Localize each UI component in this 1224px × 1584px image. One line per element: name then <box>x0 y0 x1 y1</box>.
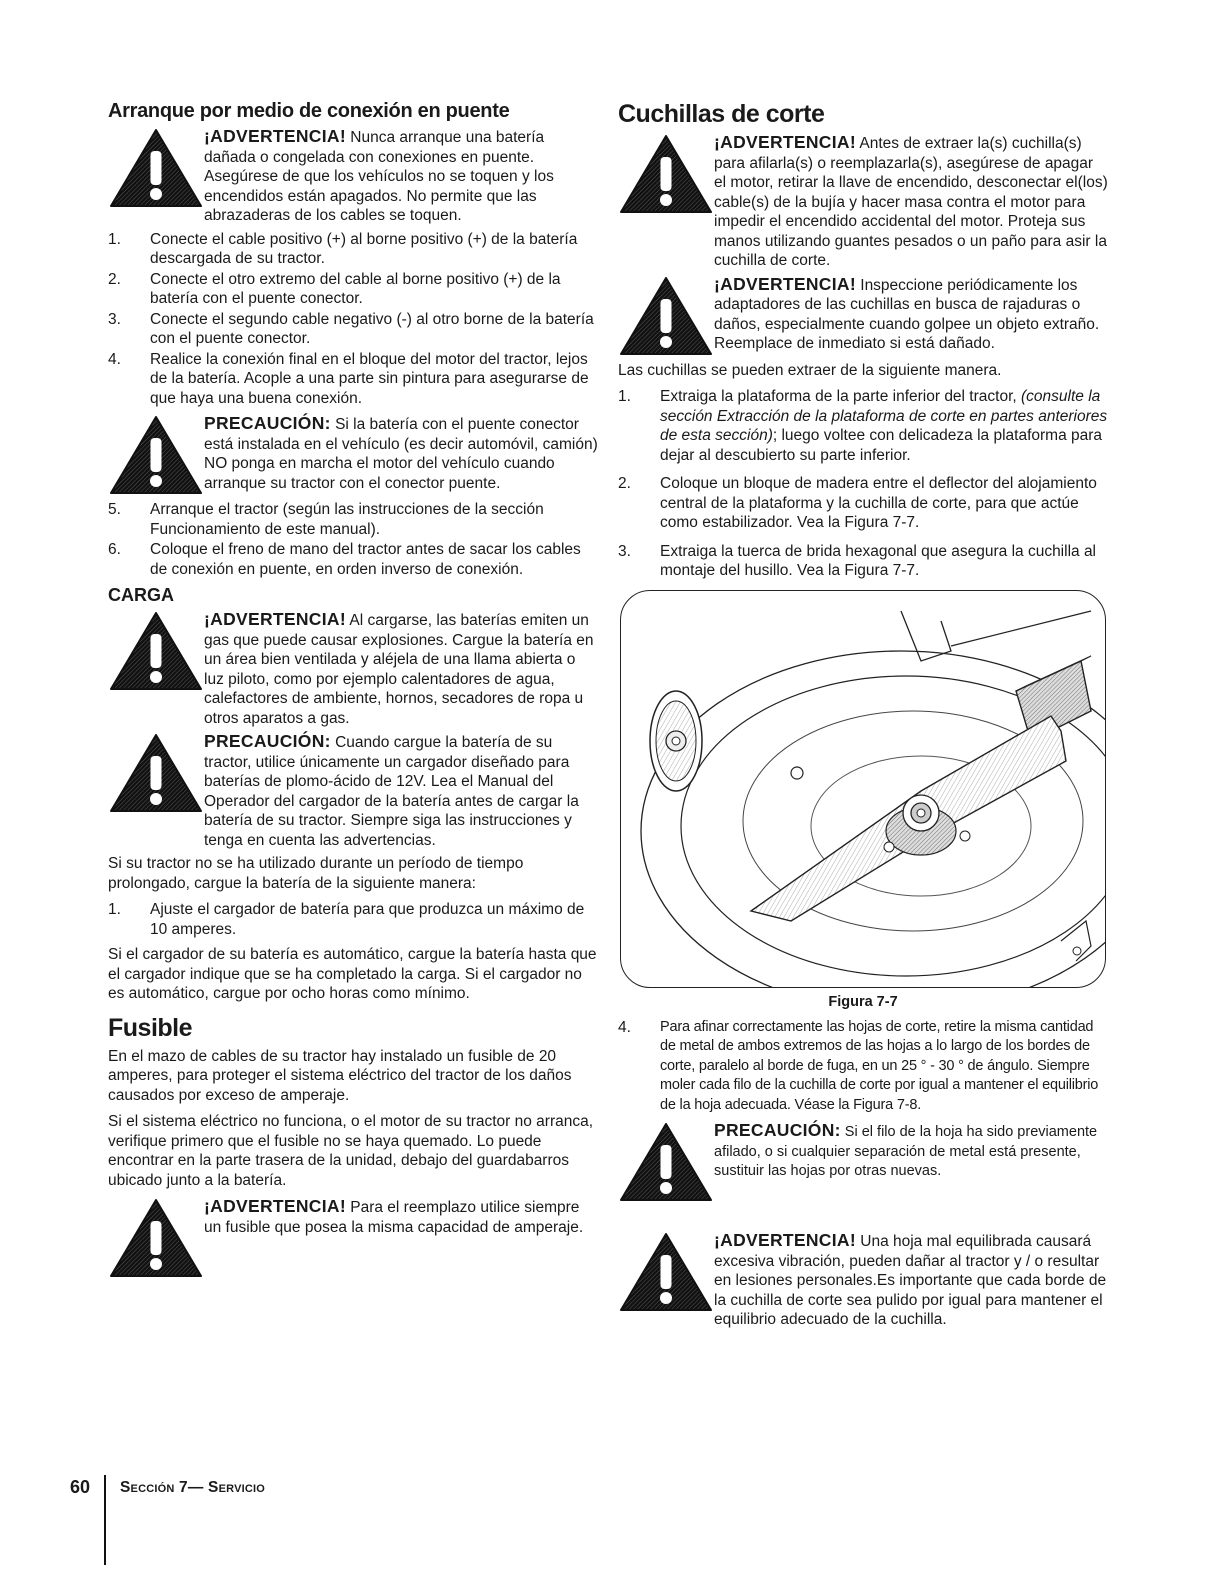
warning-text: Inspeccione periódicamente los adaptadores de las cuchillas en busca de rajaduras o daños, especialmente cuando golpee un objeto extraño. Reemplace de inmediato si está dañado. <box>714 276 1100 352</box>
list-item: 3. Extraiga la tuerca de brida hexagonal que asegura la cuchilla al montaje del husillo. Vea la Figura 7-7. <box>618 542 1097 579</box>
page-number: 60 <box>70 1477 91 1497</box>
wheel <box>650 691 702 791</box>
warning-label: ¡ADVERTENCIA! <box>204 609 346 629</box>
caution-text: Cuando cargue la batería de su tractor, utilice únicamente un cargador diseñado para baterías de plomo-ácido de 12V. Lea el Manual del Operador del cargador de la batería antes de cargar la batería de su tractor. Siempre siga las instrucciones y tenga en cuenta las advertencias. <box>204 734 579 849</box>
carga-steps-list <box>108 900 598 939</box>
warning-label: ¡ADVERTENCIA! <box>204 126 346 146</box>
figure-7-7-illustration <box>620 590 1106 988</box>
warning-triangle-icon <box>618 275 714 357</box>
warning-triangle-icon <box>108 127 204 209</box>
section-title: Sección 7— Servicio <box>120 1479 266 1496</box>
jump-start-heading: Arranque por medio de conexión en puente <box>108 100 510 122</box>
caution-text: Si el filo de la hoja ha sido previamente afilado, o si cualquier separación de metal está presente, sustituir las hojas por otras nuevas. <box>714 1124 1098 1179</box>
carga-paragraph-1: Si su tractor no se ha utilizado durante un período de tiempo prolongado, cargue la batería de la siguiente manera: <box>108 855 524 892</box>
list-item: 5. Arranque el tractor (según las instrucciones de la sección Funcionamiento de este manual). <box>108 501 544 538</box>
warning-text: Al cargarse, las baterías emiten un gas que puede causar explosiones. Cargue la batería en un área bien ventilada y aléjela de una llama abierta o luz piloto, como por ejemplo calentadores de agua, calefactores de ambiente, hornos, secadores de ropa u otros aparatos a gas. <box>204 612 594 727</box>
warning-triangle-icon <box>618 1231 714 1313</box>
list-item: 1. Ajuste el cargador de batería para que produzca un máximo de 10 amperes. <box>108 901 585 938</box>
cuchillas-heading: Cuchillas de corte <box>618 100 825 128</box>
caution-label: PRECAUCIÓN: <box>204 413 331 433</box>
list-item: 4. Realice la conexión final en el bloque del motor del tractor, lejos de la batería. Acople a una parte sin pintura para asegurarse de que haya una buena conexión. <box>108 350 589 407</box>
list-item: 2. Conecte el otro extremo del cable al borne positivo (+) de la batería con el puente conector. <box>108 270 561 307</box>
carga-paragraph-2: Si el cargador de su batería es automático, cargue la batería hasta que el cargador indique que se ha completado la carga. Si el cargador no es automático, cargue por ocho horas como mínimo. <box>108 946 597 1002</box>
jump-steps-list-2 <box>108 500 598 579</box>
figure-caption: Figura 7-7 <box>828 993 898 1010</box>
warning-triangle-icon <box>108 1197 204 1279</box>
caution-triangle-icon <box>108 414 204 496</box>
jump-warning <box>108 127 598 226</box>
jump-steps-list <box>108 230 598 409</box>
warning-triangle-icon <box>618 133 714 215</box>
blade-caution <box>618 1121 1108 1203</box>
list-item: 1. Extraiga la plataforma de la parte inferior del tractor, (consulte la sección Extracción de la plataforma de corte en partes anteriores de esta sección); luego voltee con delicadeza la plataforma para dejar al descubierto su parte inferior. <box>618 388 1108 464</box>
carga-caution <box>108 732 598 850</box>
list-item: 4. Para afinar correctamente las hojas de corte, retire la misma cantidad de metal de ambos extremos de las hojas a lo largo de los bordes de corte, paralelo al borde de fuga, en un 25 ° - 30 ° de ángulo. Siempre moler cada filo de la cuchilla de corte por igual a mantener el equilibrio de la hoja adecuada. Véase la Figura 7-8. <box>618 1018 1099 1113</box>
fusible-paragraph-1: En el mazo de cables de su tractor hay instalado un fusible de 20 amperes, para proteger el sistema eléctrico del tractor de los daños causados por exceso de amperaje. <box>108 1047 572 1104</box>
right-column <box>618 100 1108 1334</box>
jump-caution <box>108 414 598 496</box>
blade-warning-2 <box>618 275 1108 357</box>
caution-triangle-icon <box>108 732 204 814</box>
page-footer <box>70 1475 265 1565</box>
list-item: 2. Coloque un bloque de madera entre el deflector del alojamiento central de la plataforma y la cuchilla de corte, para que actúe como estabilizador. Vea la Figura 7-7. <box>618 475 1097 531</box>
caution-label: PRECAUCIÓN: <box>204 731 331 751</box>
fusible-paragraph-2: Si el sistema eléctrico no funciona, o el motor de su tractor no arranca, verifique primero que el fusible no se haya quemado. Lo puede encontrar en la parte trasera de la unidad, debajo del guardabarros ubicado junto a la batería. <box>108 1113 594 1189</box>
mower-deck-blade-drawing <box>621 591 1105 987</box>
list-item: 1. Conecte el cable positivo (+) al borne positivo (+) de la batería descargada de su tractor. <box>108 230 578 267</box>
fusible-warning <box>108 1197 598 1279</box>
warning-text: Para el reemplazo utilice siempre un fusible que posea la misma capacidad de amperaje. <box>204 1199 584 1236</box>
warning-triangle-icon <box>108 610 204 692</box>
fusible-heading: Fusible <box>108 1013 193 1042</box>
warning-label: ¡ADVERTENCIA! <box>714 132 856 152</box>
blade-warning-1 <box>618 133 1108 271</box>
warning-text: Una hoja mal equilibrada causará excesiva vibración, pueden dañar al tractor y / o resultar en lesiones personales.Es importante que cada borde de la cuchilla de corte sea pulido por igual para mantener el equilibrio adecuado de la cuchilla. <box>714 1233 1107 1328</box>
list-item: 3. Conecte el segundo cable negativo (-) al otro borne de la batería con el puente conector. <box>108 310 594 347</box>
warning-label: ¡ADVERTENCIA! <box>204 1196 346 1216</box>
footer-divider <box>104 1475 106 1565</box>
blade-steps-list <box>618 387 1108 581</box>
carga-warning <box>108 610 598 728</box>
caution-triangle-icon <box>618 1121 714 1203</box>
blade-step-4 <box>618 1018 1108 1116</box>
warning-text: Antes de extraer la(s) cuchilla(s) para afilarla(s) o reemplazarla(s), asegúrese de apagar el motor, retirar la llave de encendido, desconectar el(los) cable(s) de la bujía y hacer masa contra el motor para impedir el encendido accidental del motor. Proteja sus manos utilizando guantes pesados o un paño para asir la cuchilla de corte. <box>714 135 1108 269</box>
caution-text: Si la batería con el puente conector está instalada en el vehículo (es decir automóvil, camión) NO ponga en marcha el motor del vehículo cuando arranque su tractor con el conector puente. <box>204 416 598 492</box>
blade-warning-3 <box>618 1231 1108 1330</box>
warning-label: ¡ADVERTENCIA! <box>714 273 856 294</box>
list-item: 6. Coloque el freno de mano del tractor antes de sacar los cables de conexión en puente, en orden inverso de conexión. <box>108 541 581 578</box>
caution-label: PRECAUCIÓN: <box>714 1120 841 1140</box>
carga-heading: CARGA <box>108 585 174 605</box>
left-column <box>108 100 598 1283</box>
warning-label: ¡ADVERTENCIA! <box>714 1230 856 1250</box>
warning-text: Nunca arranque una batería dañada o congelada con conexiones en puente. Asegúrese de que los vehículos no se toquen y los encendidos están apagados. No permite que las abrazaderas de los cables se toquen. <box>204 129 554 224</box>
blade-intro: Las cuchillas se pueden extraer de la siguiente manera. <box>618 361 1002 379</box>
